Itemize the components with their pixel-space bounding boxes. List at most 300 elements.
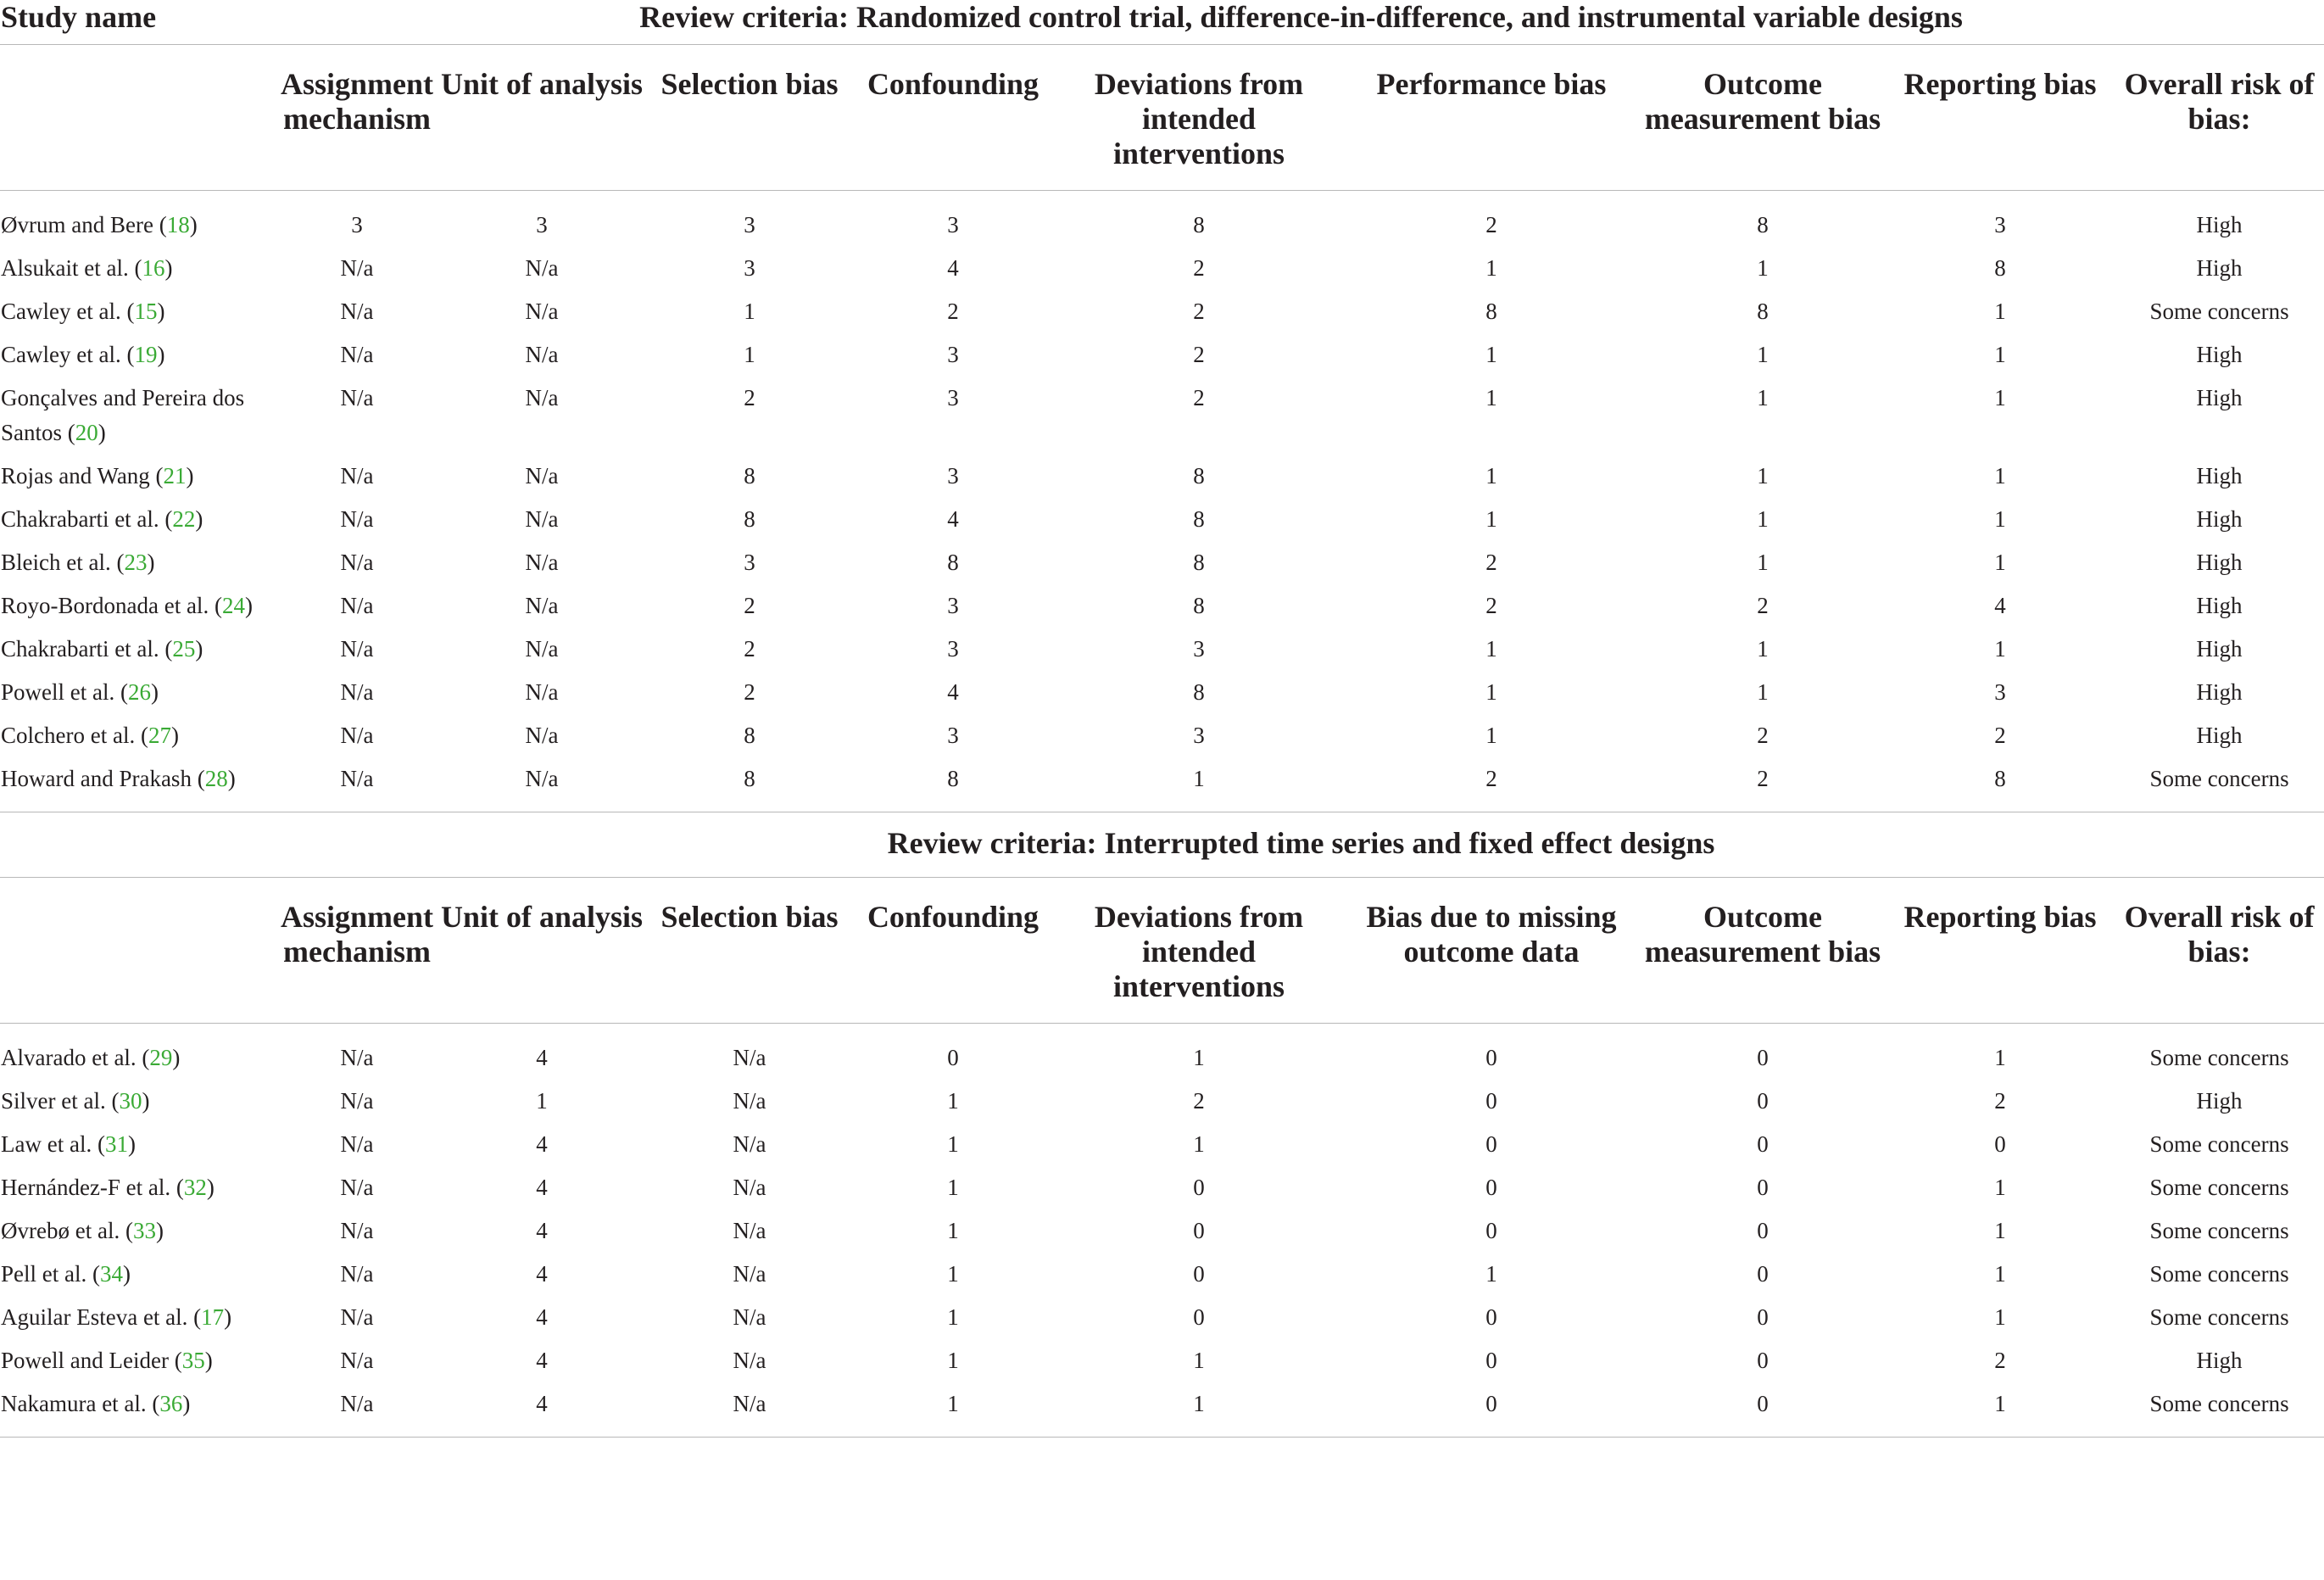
score-cell: 0: [1757, 1175, 1769, 1200]
score-cell: 1: [1485, 636, 1497, 662]
score-cell: 4: [536, 1348, 548, 1373]
study-name-cell: [0, 1024, 278, 1080]
score-cell: N/a: [733, 1261, 766, 1287]
score-cell: 0: [1994, 1131, 2006, 1157]
score-cell: 1: [1994, 1261, 2006, 1287]
score-cell: 3: [947, 342, 959, 367]
reference-close: ): [189, 212, 198, 237]
section2-column-header: Confounding: [867, 900, 1039, 934]
score-cell: N/a: [340, 1045, 374, 1070]
score-cell: N/a: [340, 1348, 374, 1373]
reference-close: ): [98, 420, 106, 445]
study-name-header: Study name: [1, 0, 157, 34]
score-cell: 3: [744, 255, 755, 281]
table-row: [0, 541, 2324, 584]
score-cell: 3: [351, 212, 363, 237]
table-row: [0, 290, 2324, 333]
score-cell: 1: [1886, 1382, 2115, 1438]
section2-column-header: Deviations from intended interventions: [1094, 900, 1304, 1003]
score-cell: 2: [1193, 342, 1205, 367]
study-name: Gonçalves and Pereira dos Santos (: [1, 385, 245, 445]
section2-column-header: Outcome measurement bias: [1644, 900, 1881, 969]
table-row: [0, 584, 2324, 628]
score-cell: 1: [947, 1131, 959, 1157]
score-cell: 3: [947, 463, 959, 489]
reference-link[interactable]: 32: [183, 1175, 207, 1200]
reference-close: ): [195, 636, 203, 662]
score-cell: 1: [744, 342, 755, 367]
score-cell: 8: [744, 766, 755, 791]
score-cell: 1: [1757, 463, 1769, 489]
reference-link[interactable]: 19: [134, 342, 158, 367]
overall-risk-cell: High: [2196, 679, 2243, 705]
overall-risk-cell: Some concerns: [2149, 299, 2289, 324]
reference-close: ): [244, 593, 253, 618]
score-cell: 0: [1485, 1045, 1497, 1070]
score-cell: 3: [947, 385, 959, 410]
score-cell: 2: [1994, 1088, 2006, 1114]
overall-risk-cell: Some concerns: [2149, 1175, 2289, 1200]
score-cell: N/a: [340, 506, 374, 532]
overall-risk-cell: High: [2196, 636, 2243, 662]
table-row: [0, 333, 2324, 377]
score-cell: N/a: [340, 255, 374, 281]
study-name: Howard and Prakash (: [1, 766, 205, 791]
section1-column-header: Outcome measurement bias: [1644, 67, 1881, 136]
score-cell: N/a: [733, 1348, 766, 1373]
section2-column-headers: [0, 878, 2324, 1024]
score-cell: 2: [744, 636, 755, 662]
reference-close: ): [172, 1045, 181, 1070]
score-cell: N/a: [340, 1088, 374, 1114]
study-name: Aguilar Esteva et al. (: [1, 1304, 202, 1330]
study-name-cell: [0, 671, 278, 714]
reference-link[interactable]: 29: [149, 1045, 173, 1070]
score-cell: 4: [947, 679, 959, 705]
overall-risk-cell: High: [2196, 593, 2243, 618]
study-name: Cawley et al. (: [1, 299, 135, 324]
score-cell: 2: [1485, 550, 1497, 575]
score-cell: N/a: [733, 1175, 766, 1200]
score-cell: 0: [1193, 1175, 1205, 1200]
score-cell: 2: [1193, 385, 1205, 410]
score-cell: 3: [1193, 636, 1205, 662]
reference-close: ): [227, 766, 236, 791]
table-row: [0, 1253, 2324, 1296]
score-cell: 0: [1757, 1045, 1769, 1070]
study-name-cell: [0, 1166, 278, 1209]
score-cell: N/a: [340, 723, 374, 748]
score-cell: 8: [1193, 212, 1205, 237]
overall-risk-cell: High: [2196, 385, 2243, 410]
reference-link[interactable]: 33: [132, 1218, 156, 1243]
score-cell: 0: [1757, 1131, 1769, 1157]
reference-close: ): [157, 342, 165, 367]
overall-risk-cell: High: [2196, 723, 2243, 748]
score-cell: 1: [947, 1218, 959, 1243]
study-name: Alvarado et al. (: [1, 1045, 150, 1070]
section2-column-header: Selection bias: [660, 900, 839, 934]
reference-close: ): [142, 1088, 150, 1114]
reference-link[interactable]: 26: [127, 679, 151, 705]
reference-link[interactable]: 36: [159, 1391, 183, 1416]
score-cell: 1: [744, 299, 755, 324]
score-cell: N/a: [525, 342, 559, 367]
section2-body: [0, 812, 2324, 1438]
score-cell: 0: [1757, 1218, 1769, 1243]
reference-close: ): [224, 1304, 232, 1330]
reference-close: ): [155, 1218, 164, 1243]
section1-column-header: Reporting bias: [1903, 67, 2097, 101]
reference-close: ): [195, 506, 203, 532]
score-cell: 3: [947, 212, 959, 237]
score-cell: N/a: [340, 385, 374, 410]
reference-link[interactable]: 31: [104, 1131, 128, 1157]
table-row: [0, 757, 2324, 812]
reference-link[interactable]: 23: [124, 550, 148, 575]
score-cell: 3: [947, 723, 959, 748]
score-cell: 0: [1485, 1175, 1497, 1200]
score-cell: N/a: [525, 463, 559, 489]
score-cell: 8: [744, 463, 755, 489]
score-cell: 3: [947, 636, 959, 662]
score-cell: 8: [744, 506, 755, 532]
reference-close: ): [186, 463, 194, 489]
reference-link[interactable]: 30: [119, 1088, 142, 1114]
study-name: Powell et al. (: [1, 679, 128, 705]
overall-risk-cell: Some concerns: [2149, 1045, 2289, 1070]
score-cell: 1: [947, 1088, 959, 1114]
reference-link[interactable]: 34: [99, 1261, 123, 1287]
table-row: [0, 671, 2324, 714]
reference-close: ): [127, 1131, 136, 1157]
study-name: Chakrabarti et al. (: [1, 636, 173, 662]
study-name-cell: [0, 1123, 278, 1166]
score-cell: 2: [1485, 766, 1497, 791]
score-cell: 1: [1757, 342, 1769, 367]
study-name-cell: [0, 1296, 278, 1339]
score-cell: 2: [947, 299, 959, 324]
overall-risk-cell: High: [2196, 255, 2243, 281]
score-cell: N/a: [278, 1382, 436, 1438]
reference-close: ): [206, 1175, 215, 1200]
score-cell: 1: [1485, 255, 1497, 281]
table-row: [0, 247, 2324, 290]
overall-risk-cell: Some concerns: [2115, 1382, 2324, 1438]
section1-column-header: Confounding: [867, 67, 1039, 101]
score-cell: N/a: [525, 636, 559, 662]
score-cell: 0: [1757, 1304, 1769, 1330]
study-name-cell: [0, 1382, 278, 1438]
section2-column-header: Overall risk of bias:: [2124, 900, 2315, 969]
score-cell: 8: [1193, 550, 1205, 575]
score-cell: 0: [1193, 1218, 1205, 1243]
score-cell: 8: [1485, 299, 1497, 324]
reference-close: ): [150, 679, 159, 705]
score-cell: N/a: [525, 299, 559, 324]
table-row: [0, 628, 2324, 671]
score-cell: 8: [1193, 506, 1205, 532]
score-cell: 0: [1757, 1088, 1769, 1114]
reference-link[interactable]: 16: [142, 255, 165, 281]
study-name-cell: [0, 1080, 278, 1123]
overall-risk-cell: High: [2196, 506, 2243, 532]
score-cell: 3: [1994, 212, 2006, 237]
score-cell: 0: [1485, 1088, 1497, 1114]
overall-risk-cell: Some concerns: [2149, 1304, 2289, 1330]
study-name-cell: [0, 455, 278, 498]
reference-link[interactable]: 22: [172, 506, 196, 532]
table-row: [0, 1166, 2324, 1209]
table-row: [0, 455, 2324, 498]
overall-risk-cell: High: [2196, 212, 2243, 237]
score-cell: N/a: [340, 342, 374, 367]
score-cell: 0: [1485, 1348, 1497, 1373]
table-row: [0, 1339, 2324, 1382]
score-cell: N/a: [340, 766, 374, 791]
score-cell: 1: [1193, 1045, 1205, 1070]
reference-link[interactable]: 21: [163, 463, 187, 489]
study-name: Rojas and Wang (: [1, 463, 164, 489]
score-cell: 1: [1994, 463, 2006, 489]
overall-risk-cell: Some concerns: [2149, 1131, 2289, 1157]
study-name: Chakrabarti et al. (: [1, 506, 173, 532]
score-cell: 1: [1994, 550, 2006, 575]
study-name: Cawley et al. (: [1, 342, 135, 367]
score-cell: 1: [947, 1304, 959, 1330]
score-cell: 8: [1757, 212, 1769, 237]
section2-title: Review criteria: Interrupted time series and fixed effect designs: [278, 812, 2324, 878]
study-name: Law et al. (: [1, 1131, 105, 1157]
reference-close: ): [170, 723, 179, 748]
section1-column-header: Overall risk of bias:: [2124, 67, 2315, 136]
score-cell: 3: [1193, 723, 1205, 748]
score-cell: 3: [744, 212, 755, 237]
score-cell: 1: [1994, 1045, 2006, 1070]
study-name: Royo-Bordonada et al. (: [1, 593, 222, 618]
score-cell: 8: [1994, 255, 2006, 281]
study-name: Nakamura et al. (: [1, 1391, 160, 1416]
score-cell: 4: [536, 1175, 548, 1200]
score-cell: 1: [1193, 1348, 1205, 1373]
score-cell: 4: [536, 1045, 548, 1070]
score-cell: N/a: [733, 1088, 766, 1114]
score-cell: 0: [1193, 1304, 1205, 1330]
score-cell: 1: [536, 1088, 548, 1114]
study-name: Øvrebø et al. (: [1, 1218, 133, 1243]
study-name-cell: [0, 757, 278, 812]
section1-column-header: Deviations from intended interventions: [1094, 67, 1304, 170]
section2-corner: [0, 878, 278, 1024]
section1-column-header: Performance bias: [1376, 67, 1607, 101]
score-cell: 1: [947, 1175, 959, 1200]
reference-close: ): [182, 1391, 191, 1416]
section2-column-header: Unit of analysis: [440, 900, 644, 934]
study-name: Bleich et al. (: [1, 550, 125, 575]
score-cell: 0: [1757, 1261, 1769, 1287]
score-cell: 3: [536, 212, 548, 237]
score-cell: 1: [1757, 506, 1769, 532]
score-cell: N/a: [733, 1045, 766, 1070]
section1-corner: [0, 45, 278, 191]
score-cell: 1: [1485, 723, 1497, 748]
score-cell: 8: [1757, 299, 1769, 324]
score-cell: 4: [536, 1304, 548, 1330]
study-name-cell: [0, 498, 278, 541]
score-cell: 1: [1485, 679, 1497, 705]
score-cell: 4: [536, 1218, 548, 1243]
score-cell: N/a: [525, 550, 559, 575]
score-cell: 0: [1343, 1382, 1640, 1438]
score-cell: 3: [1994, 679, 2006, 705]
score-cell: 1: [1994, 1304, 2006, 1330]
overall-risk-cell: High: [2196, 1348, 2243, 1373]
overall-risk-cell: High: [2196, 342, 2243, 367]
score-cell: 2: [744, 679, 755, 705]
study-name-cell: [0, 714, 278, 757]
score-cell: 2: [1193, 1088, 1205, 1114]
score-cell: N/a: [340, 1175, 374, 1200]
score-cell: 8: [1193, 679, 1205, 705]
reference-link[interactable]: 18: [166, 212, 190, 237]
reference-link[interactable]: 24: [221, 593, 245, 618]
score-cell: 1: [1193, 1131, 1205, 1157]
score-cell: N/a: [733, 1218, 766, 1243]
score-cell: 2: [1193, 299, 1205, 324]
score-cell: 0: [1485, 1131, 1497, 1157]
section2-column-header: Reporting bias: [1903, 900, 2097, 934]
study-name-cell: [0, 628, 278, 671]
table-row: [0, 1123, 2324, 1166]
reference-link[interactable]: 25: [172, 636, 196, 662]
overall-risk-cell: High: [2196, 550, 2243, 575]
score-cell: 1: [1485, 342, 1497, 367]
reference-link[interactable]: 20: [75, 420, 98, 445]
score-cell: N/a: [525, 255, 559, 281]
score-cell: 1: [1757, 385, 1769, 410]
score-cell: 1: [1994, 342, 2006, 367]
score-cell: N/a: [340, 1218, 374, 1243]
reference-close: ): [157, 299, 165, 324]
score-cell: N/a: [340, 636, 374, 662]
score-cell: 1: [1994, 1218, 2006, 1243]
reference-close: ): [122, 1261, 131, 1287]
score-cell: 4: [536, 1261, 548, 1287]
study-name: Alsukait et al. (: [1, 255, 142, 281]
score-cell: 2: [1485, 593, 1497, 618]
score-cell: 0: [1640, 1382, 1886, 1438]
score-cell: N/a: [525, 506, 559, 532]
score-cell: 0: [1485, 1304, 1497, 1330]
score-cell: 4: [947, 255, 959, 281]
study-name-cell: [0, 1209, 278, 1253]
score-cell: N/a: [340, 1261, 374, 1287]
section1-title: Review criteria: Randomized control trial, difference-in-difference, and instrumental variable designs: [639, 0, 1963, 34]
score-cell: 2: [1485, 212, 1497, 237]
score-cell: 1: [1994, 385, 2006, 410]
score-cell: N/a: [340, 1304, 374, 1330]
score-cell: 0: [1757, 1348, 1769, 1373]
score-cell: 1: [1485, 1261, 1497, 1287]
reference-link[interactable]: 15: [134, 299, 158, 324]
score-cell: 4: [436, 1382, 648, 1438]
section1-column-header: Assignment mechanism: [280, 67, 434, 136]
study-name: Colchero et al. (: [1, 723, 148, 748]
score-cell: 1: [1485, 463, 1497, 489]
table-row: [0, 714, 2324, 757]
score-cell: 1: [1994, 636, 2006, 662]
score-cell: N/a: [340, 593, 374, 618]
score-cell: N/a: [340, 299, 374, 324]
score-cell: 1: [1485, 506, 1497, 532]
study-name-cell: [0, 1253, 278, 1296]
score-cell: 8: [744, 723, 755, 748]
section1-column-header: Selection bias: [660, 67, 839, 101]
score-cell: N/a: [340, 550, 374, 575]
section1-column-headers: [0, 45, 2324, 191]
overall-risk-cell: High: [2196, 1088, 2243, 1114]
score-cell: N/a: [733, 1304, 766, 1330]
score-cell: N/a: [340, 679, 374, 705]
section1-body: [0, 45, 2324, 812]
score-cell: 2: [1994, 1348, 2006, 1373]
reference-link[interactable]: 17: [201, 1304, 225, 1330]
overall-risk-cell: Some concerns: [2149, 1261, 2289, 1287]
table-row: [0, 1080, 2324, 1123]
study-name: Powell and Leider (: [1, 1348, 182, 1373]
score-cell: 3: [744, 550, 755, 575]
score-cell: 1: [1757, 255, 1769, 281]
score-cell: N/a: [525, 593, 559, 618]
score-cell: 8: [947, 766, 959, 791]
score-cell: N/a: [340, 463, 374, 489]
reference-link[interactable]: 28: [204, 766, 228, 791]
score-cell: 3: [947, 593, 959, 618]
score-cell: 1: [947, 1261, 959, 1287]
score-cell: N/a: [525, 385, 559, 410]
overall-risk-cell: Some concerns: [2149, 766, 2289, 791]
score-cell: 1: [1757, 550, 1769, 575]
score-cell: 2: [1757, 723, 1769, 748]
table-row: [0, 498, 2324, 541]
table-row: [0, 1382, 2324, 1438]
score-cell: N/a: [525, 766, 559, 791]
study-name-cell: [0, 541, 278, 584]
score-cell: N/a: [733, 1131, 766, 1157]
reference-link[interactable]: 35: [181, 1348, 205, 1373]
study-name-cell: [0, 191, 278, 248]
score-cell: 1: [1994, 1175, 2006, 1200]
score-cell: 0: [947, 1045, 959, 1070]
score-cell: 1: [1193, 766, 1205, 791]
reference-link[interactable]: 27: [148, 723, 171, 748]
section2-column-header: Assignment mechanism: [280, 900, 434, 969]
section2-title-spacer: [0, 812, 278, 878]
score-cell: 2: [1193, 255, 1205, 281]
score-cell: 4: [536, 1131, 548, 1157]
overall-risk-cell: High: [2196, 463, 2243, 489]
study-name-cell: [0, 1339, 278, 1382]
study-name: Hernández-F et al. (: [1, 1175, 184, 1200]
study-name-cell: [0, 290, 278, 333]
table-row: [0, 191, 2324, 248]
table-row: [0, 1024, 2324, 1080]
section2-title-row: [0, 812, 2324, 878]
table-row: [0, 1209, 2324, 1253]
reference-close: ): [204, 1348, 213, 1373]
score-cell: 1: [947, 1348, 959, 1373]
score-cell: 1: [1055, 1382, 1343, 1438]
